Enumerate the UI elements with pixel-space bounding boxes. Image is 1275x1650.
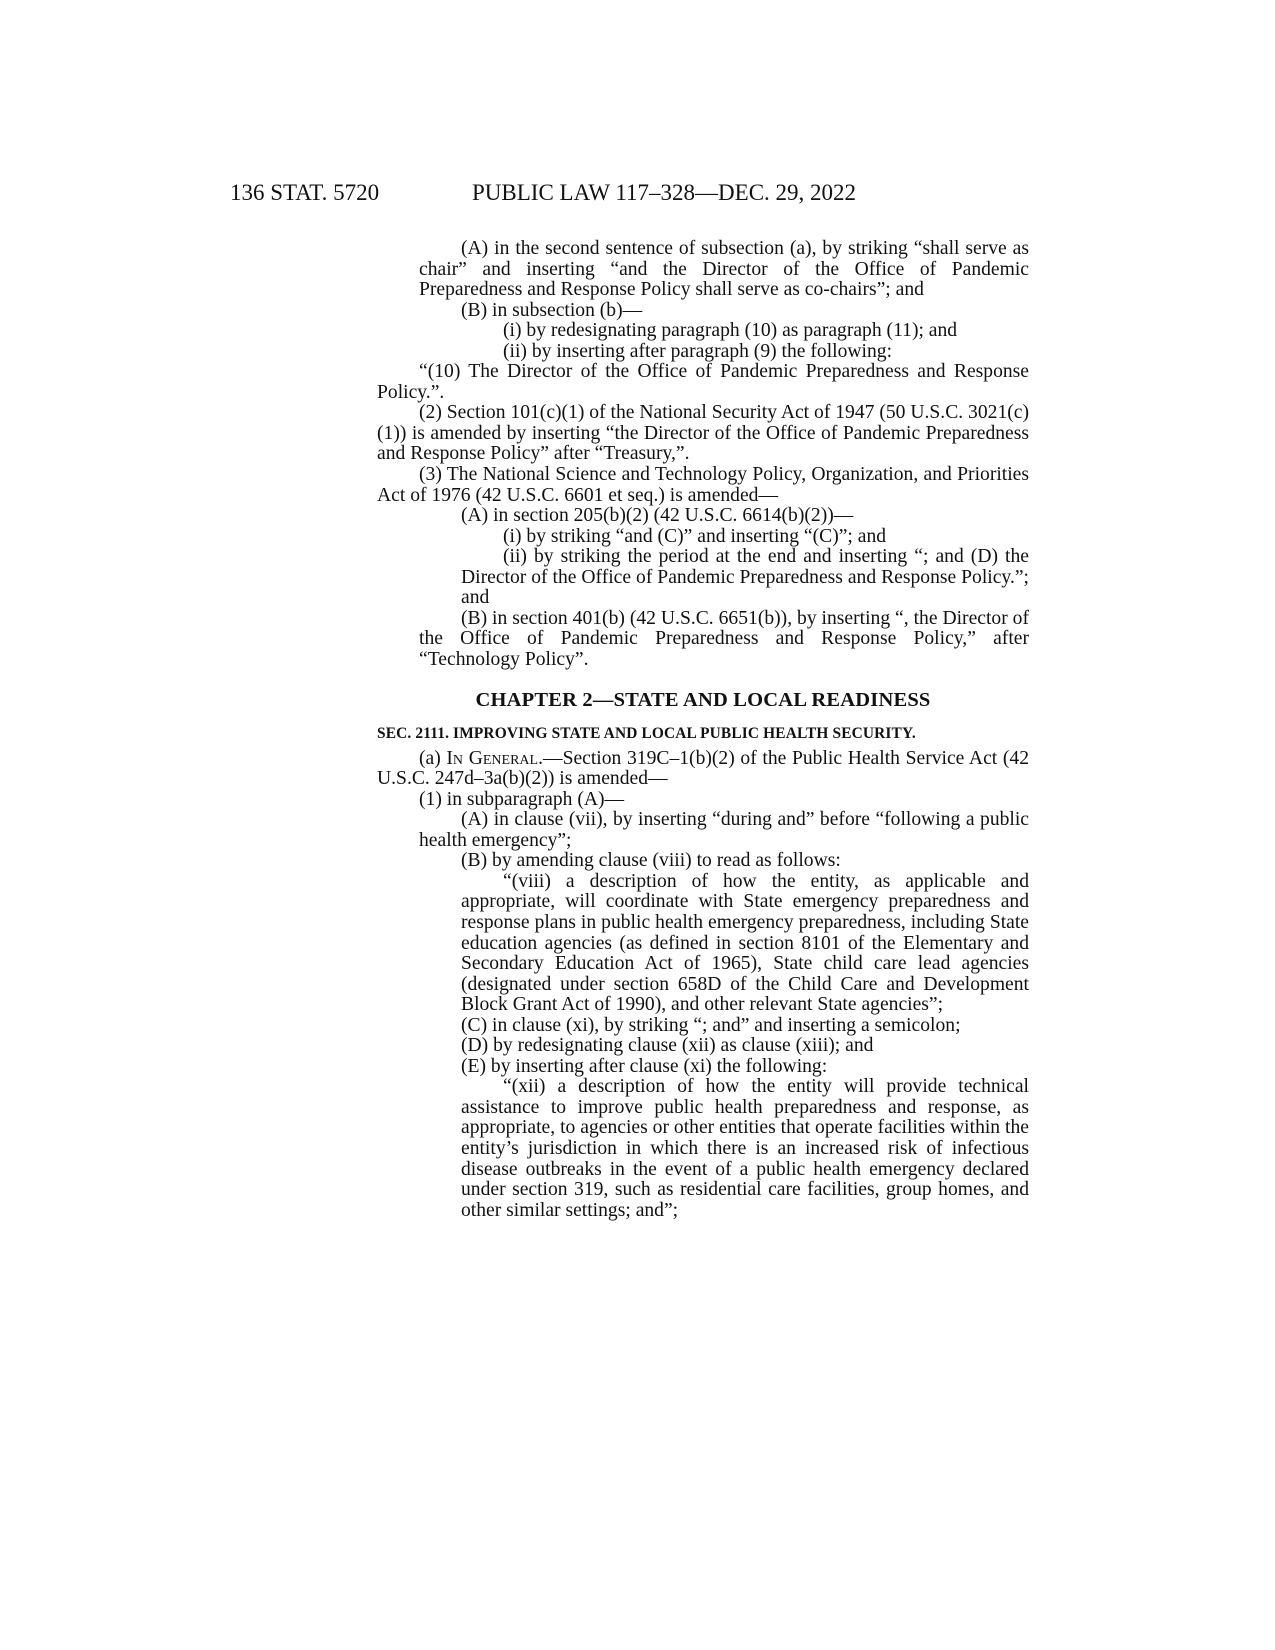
page-header	[0, 180, 1275, 220]
clause-a-vii: (A) in clause (vii), by inserting “during and” before “following a public health emergency”;	[419, 809, 1029, 851]
clause-i-striking-and-c: (i) by striking “and (C)” and inserting “(C)”; and	[503, 525, 887, 547]
clause-ii-striking-period: (ii) by striking the period at the end and inserting “; and (D) the Director of the Office of Pandemic Preparedness and Response Policy.”; and	[461, 546, 1029, 609]
quoted-paragraph-10: “(10) The Director of the Office of Pandemic Preparedness and Response Policy.”.	[377, 361, 1029, 403]
subparagraph-a-section-205: (A) in section 205(b)(2) (42 U.S.C. 6614(b)(2))—	[461, 505, 854, 527]
clause-i-redesignating: (i) by redesignating paragraph (10) as paragraph (11); and	[503, 320, 958, 342]
section-heading: SEC. 2111. IMPROVING STATE AND LOCAL PUBLIC HEALTH SECURITY.	[377, 725, 916, 743]
clause-b-amending-viii: (B) by amending clause (viii) to read as follows:	[461, 850, 841, 872]
subsection-a-heading: In General	[446, 747, 539, 769]
quoted-clause-viii: “(viii) a description of how the entity, as applicable and appropriate, will coordinate with State emergency preparedness and response plans in public health emergency preparedness, including State education agencies (as defined in section 8101 of the Elementary and Secondary Education Act of 1965), State child care lead agencies (designated under section 658D of the Child Care and Development Block Grant Act of 1990), and other relevant State agencies”;	[461, 870, 1029, 1016]
quoted-clause-xii: “(xii) a description of how the entity will provide technical assistance to improve public health preparedness and response, as appropriate, to agencies or other entities that operate facilities within the entity’s jurisdiction in which there is an increased risk of infectious disease outbreaks in the event of a public health emergency declared under section 319, such as residential care facilities, group homes, and other similar settings; and”;	[461, 1076, 1029, 1221]
subparagraph-b-section-401: (B) in section 401(b) (42 U.S.C. 6651(b)), by inserting “, the Director of the Office of Pandemic Preparedness and Response Policy,” after “Technology Policy”.	[419, 607, 1029, 670]
subsection-a-lead: (a)	[419, 747, 447, 769]
clause-c-xi: (C) in clause (xi), by striking “; and” and inserting a semicolon;	[461, 1014, 961, 1036]
paragraph-2-national-security-act: (2) Section 101(c)(1) of the National Security Act of 1947 (50 U.S.C. 3021(c)(1)) is amended by inserting “the Director of the Office of Pandemic Preparedness and Response Policy” after “Treasury,”.	[377, 402, 1029, 465]
document-body	[377, 239, 1029, 1221]
clause-e-inserting: (E) by inserting after clause (xi) the following:	[461, 1055, 828, 1077]
stat-page-number: 136 STAT. 5720	[230, 180, 380, 205]
public-law-title: PUBLIC LAW 117–328—DEC. 29, 2022	[472, 180, 857, 205]
paragraph-3-science-technology-act: (3) The National Science and Technology Policy, Organization, and Priorities Act of 1976 (42 U.S.C. 6601 et seq.) is amended—	[377, 464, 1029, 506]
clause-a-second-sentence: (A) in the second sentence of subsection (a), by striking “shall serve as chair” and inserting “and the Director of the Office of Pandemic Preparedness and Response Policy shall serve as co-chairs”; and	[419, 238, 1029, 301]
subsection-a-in-general	[377, 749, 1029, 790]
chapter-heading: CHAPTER 2—STATE AND LOCAL READINESS	[475, 689, 931, 712]
clause-ii-inserting: (ii) by inserting after paragraph (9) the following:	[503, 340, 893, 362]
clause-b-subsection: (B) in subsection (b)—	[461, 299, 643, 321]
subsection-a-text: .—Section 319C–1(b)(2) of the Public Health Service Act (42 U.S.C. 247d–3a(b)(2)) is amended—	[377, 747, 1029, 790]
clause-d-redesignating: (D) by redesignating clause (xii) as clause (xiii); and	[461, 1035, 874, 1057]
paragraph-1-subparagraph-a: (1) in subparagraph (A)—	[419, 788, 625, 810]
